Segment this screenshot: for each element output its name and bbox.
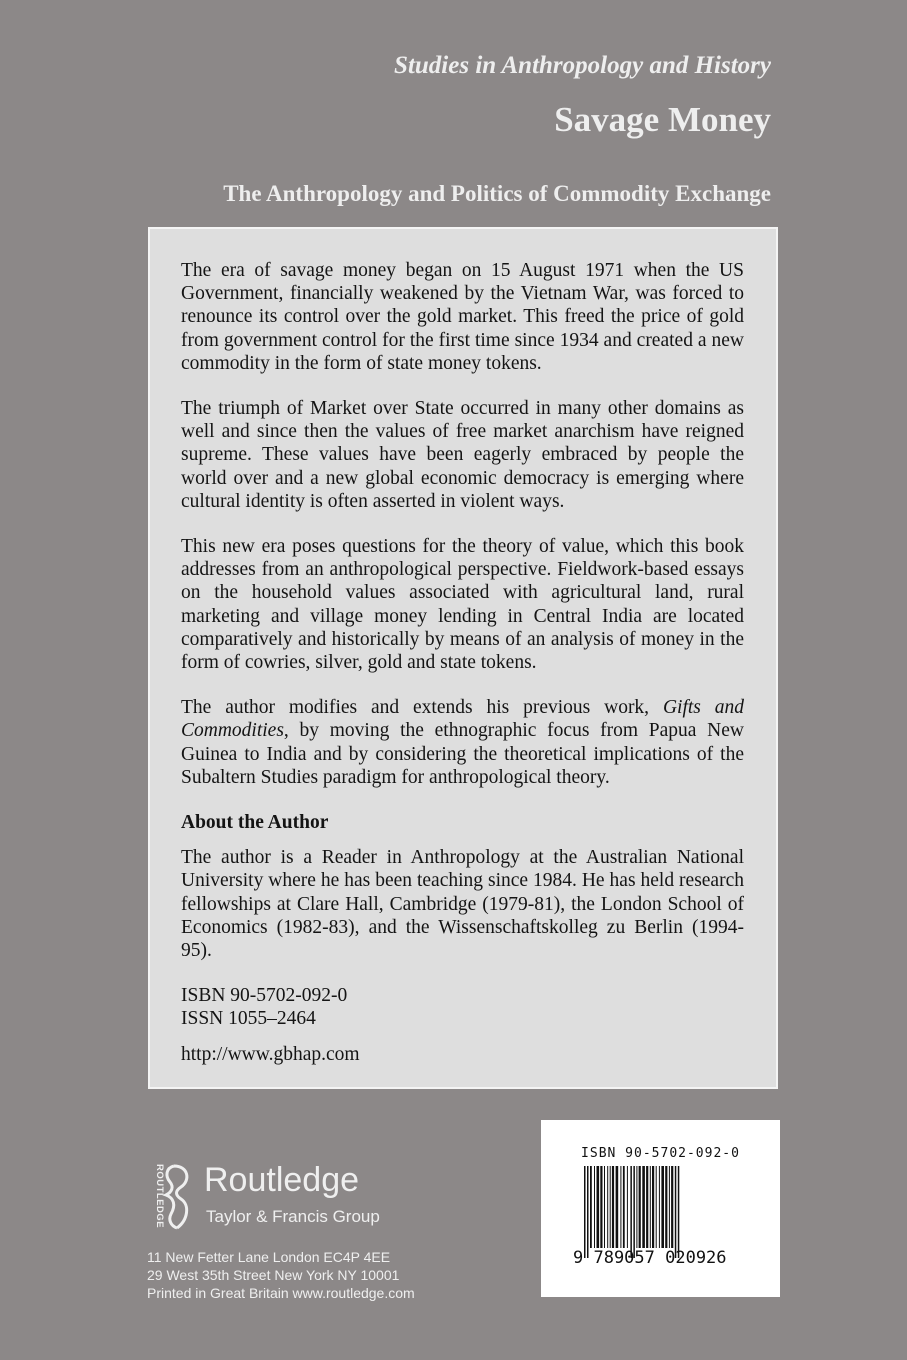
publisher-name: Routledge [204, 1161, 360, 1199]
barcode-bar [659, 1166, 660, 1248]
logo-vertical-text: ROUTLEDGE [154, 1164, 165, 1229]
blurb-paragraph-4-end: , by moving the ethnographic focus from Papua New Guinea to India and by considering the theoretical implications of the Subaltern Studies paradigm for anthropological theory. [181, 720, 744, 788]
author-bio: The author is a Reader in Anthropology at the Australian National University where he has been teaching since 1984. He has held research fellowships at Clare Hall, Cambridge (1979-81), the London School of Economics (1982-83), and the Wissenschaftskolleg zu Berlin (1994-95). [181, 847, 744, 962]
barcode-bar [597, 1166, 600, 1248]
barcode-bar [604, 1166, 605, 1248]
previous-work-title: Gifts and Commodities [181, 697, 744, 742]
barcode-bar [646, 1166, 648, 1248]
blurb-paragraph-3: This new era poses questions for the theory of value, which this book addresses from an anthropological perspective. Fieldwork-based essays on the household values associated with agricultural land, rural marketing and village money lending in Central India are located comparatively and historically by means of an analysis of money in the form of cowries, silver, gold and state tokens. [181, 536, 744, 674]
barcode-box [541, 1120, 780, 1297]
routledge-logo-icon [144, 1162, 194, 1232]
address-line-2: 29 West 35th Street New York NY 10001 [147, 1267, 400, 1283]
about-author-heading: About the Author [181, 812, 329, 834]
barcode-bar [594, 1166, 595, 1248]
barcode-bar [639, 1166, 641, 1248]
barcode-bar [630, 1166, 632, 1258]
barcode-bar [665, 1166, 667, 1248]
barcode-bar [600, 1166, 602, 1248]
blurb-paragraph-4 [181, 696, 744, 789]
publisher-group: Taylor & Francis Group [206, 1207, 380, 1226]
barcode-bar [627, 1166, 628, 1248]
barcode-bar [620, 1166, 621, 1248]
address-line-1: 11 New Fetter Lane London EC4P 4EE [147, 1249, 391, 1265]
barcode-bar [633, 1166, 635, 1258]
barcode-bar [675, 1166, 677, 1258]
barcode-bar [590, 1166, 592, 1248]
barcode-bar [607, 1166, 608, 1248]
blurb-panel [148, 227, 778, 1089]
barcode-number: 9 789057 020926 [573, 1248, 727, 1268]
barcode-bar [669, 1166, 670, 1248]
issn-line: ISSN 1055–2464 [181, 1008, 316, 1030]
barcode-bar [656, 1166, 657, 1248]
publisher-address [147, 1248, 415, 1302]
blurb-paragraph-2: The triumph of Market over State occurred in many other domains as well and since then the values of free market anarchism have reigned supreme. These values have been eagerly embraced by people the world over and a new global economic democracy is emerging where cultural identity is often asserted in violent ways. [181, 398, 744, 512]
barcode-bar [636, 1166, 637, 1248]
barcode-bar [650, 1166, 651, 1248]
barcode-bar [661, 1166, 664, 1248]
barcode-isbn-text: ISBN 90-5702-092-0 [581, 1146, 740, 1161]
barcode-bar [642, 1166, 645, 1248]
barcode-bar [623, 1166, 625, 1248]
publisher-url: http://www.gbhap.com [181, 1043, 360, 1065]
barcode-bar [678, 1166, 680, 1258]
barcode-bar [587, 1166, 589, 1258]
barcode-bar [610, 1166, 611, 1248]
barcode-bar [584, 1166, 586, 1258]
book-title: Savage Money [554, 100, 771, 139]
book-subtitle: The Anthropology and Politics of Commodity Exchange [223, 181, 771, 206]
blurb-paragraph-1: The era of savage money began on 15 August 1971 when the US Government, financially weakened by the Vietnam War, was forced to renounce its control over the gold market. This freed the price of gold from government control for the first time since 1934 and created a new commodity in the form of state money tokens. [181, 260, 744, 374]
barcode-bar [616, 1166, 619, 1248]
barcode-bar [612, 1166, 614, 1248]
barcode-bar [671, 1166, 673, 1248]
blurb-paragraph-4-start: The author modifies and extends his previous work, [181, 697, 663, 719]
series-title: Studies in Anthropology and History [394, 52, 771, 79]
barcode-bar [652, 1166, 654, 1248]
isbn-line: ISBN 90-5702-092-0 [181, 985, 348, 1007]
address-line-3: Printed in Great Britain www.routledge.com [147, 1285, 415, 1301]
